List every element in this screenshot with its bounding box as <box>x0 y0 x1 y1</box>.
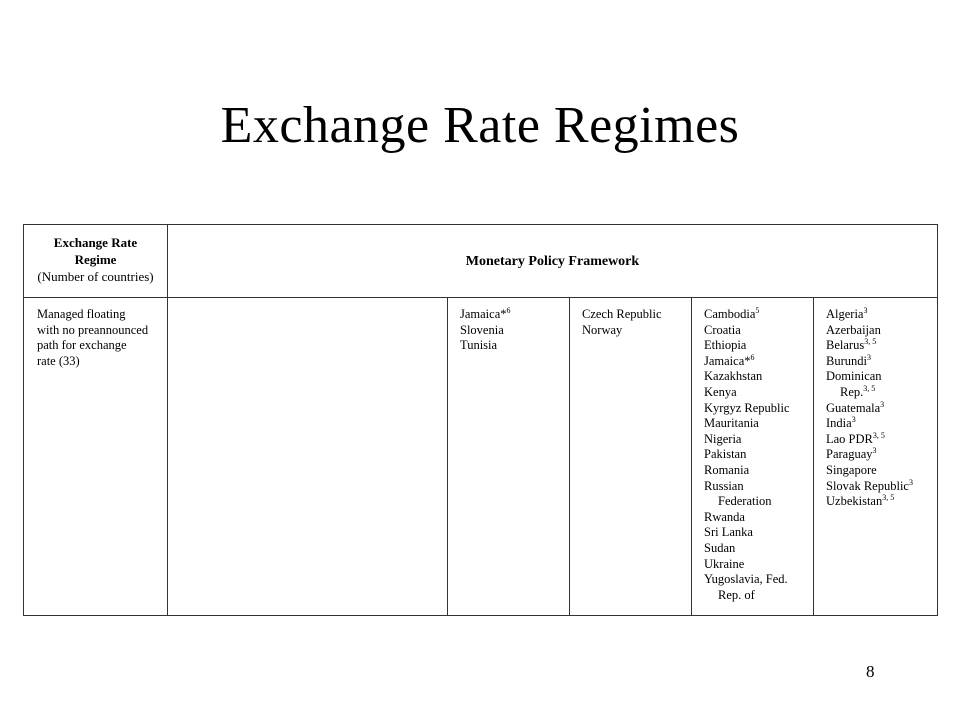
footnote-marker: 3 <box>908 477 913 487</box>
footnote-marker: 3 <box>866 352 871 362</box>
country-name: Dominican <box>826 369 882 384</box>
country-name: Ethiopia <box>704 338 747 353</box>
country-entry <box>704 494 813 510</box>
country-entry <box>704 572 813 588</box>
country-name: Kazakhstan <box>704 369 763 384</box>
footnote-marker: 3, 5 <box>872 430 885 440</box>
country-entry <box>704 323 813 339</box>
row-label-line: path for exchange <box>37 338 127 353</box>
country-name: Burundi <box>826 353 867 368</box>
country-entry <box>704 510 813 526</box>
country-name: Rwanda <box>704 509 745 524</box>
country-name: Czech Republic <box>582 307 662 321</box>
country-entry <box>704 463 813 479</box>
country-name: Yugoslavia, Fed. <box>704 572 788 587</box>
regime-header-cell <box>24 225 168 298</box>
country-name: Cambodia <box>704 307 756 321</box>
country-entry <box>582 323 691 339</box>
footnote-marker: 3, 5 <box>864 337 877 347</box>
regime-header-line1: Exchange Rate <box>53 235 138 250</box>
country-entry <box>826 479 937 495</box>
country-name: Romania <box>704 462 750 477</box>
country-name: Guatemala <box>826 400 881 415</box>
page-number: 8 <box>866 662 875 681</box>
country-entry <box>826 401 937 417</box>
country-entry <box>704 416 813 432</box>
country-entry <box>704 557 813 573</box>
country-entry <box>826 447 937 463</box>
country-entry <box>826 416 937 432</box>
country-name: Sri Lanka <box>704 525 753 540</box>
country-entry <box>460 338 569 354</box>
regime-header-sub: (Number of countries) <box>37 269 154 284</box>
country-entry <box>826 354 937 370</box>
country-entry <box>826 385 937 401</box>
country-entry <box>704 525 813 541</box>
row-label-line: Managed floating <box>37 307 126 321</box>
footnote-marker: 3 <box>880 399 885 409</box>
country-entry <box>582 307 691 323</box>
country-name: Norway <box>582 322 623 337</box>
country-entry <box>704 401 813 417</box>
country-entry <box>826 338 937 354</box>
country-name: Russian <box>704 478 744 493</box>
country-name: Kyrgyz Republic <box>704 400 790 415</box>
framework-header-cell <box>168 225 937 298</box>
country-entry <box>704 338 813 354</box>
country-name: Nigeria <box>704 431 742 446</box>
country-entry <box>704 432 813 448</box>
footnote-marker: 3 <box>851 415 856 424</box>
footnote-marker: 3, 5 <box>882 492 895 502</box>
country-name: Azerbaijan <box>826 322 881 337</box>
country-entry <box>826 463 937 479</box>
country-name: India <box>826 416 852 431</box>
country-name: Ukraine <box>704 556 745 571</box>
country-entry <box>460 307 569 323</box>
country-entry <box>704 354 813 370</box>
country-entry <box>704 385 813 401</box>
footnote-marker: 6 <box>750 352 755 362</box>
country-entry <box>826 307 937 323</box>
framework-header: Monetary Policy Framework <box>465 253 640 269</box>
country-name: Jamaica* <box>460 307 507 321</box>
footnote-marker: 3, 5 <box>863 383 876 393</box>
country-name: Uzbekistan <box>826 494 883 509</box>
footnote-marker: 5 <box>755 305 760 315</box>
country-name: Slovenia <box>460 322 504 337</box>
country-name: Singapore <box>826 462 877 477</box>
country-name: Rep. <box>840 384 864 399</box>
country-entry <box>704 369 813 385</box>
country-entry <box>704 307 813 323</box>
country-name: Croatia <box>704 322 741 337</box>
country-entry <box>826 369 937 385</box>
country-entry <box>704 588 813 604</box>
framework-column-4 <box>692 298 814 615</box>
country-name: Lao PDR <box>826 431 873 446</box>
country-name: Pakistan <box>704 447 747 462</box>
row-label-line: rate (33) <box>37 353 80 368</box>
regime-header-line2: Regime <box>74 252 117 267</box>
country-entry <box>826 323 937 339</box>
country-entry <box>460 323 569 339</box>
row-label-line: with no preannounced <box>37 322 149 337</box>
country-name: Sudan <box>704 540 736 555</box>
country-entry <box>704 447 813 463</box>
footnote-marker: 6 <box>506 305 511 315</box>
slide-title: Exchange Rate Regimes <box>220 97 740 154</box>
country-name: Slovak Republic <box>826 478 909 493</box>
framework-column-2 <box>448 298 570 615</box>
framework-column-3 <box>570 298 692 615</box>
row-label-cell <box>24 298 168 615</box>
country-name: Jamaica* <box>704 353 751 368</box>
country-name: Tunisia <box>460 338 498 353</box>
country-entry <box>704 479 813 495</box>
country-entry <box>826 432 937 448</box>
regime-table <box>23 224 938 616</box>
footnote-marker: 3 <box>872 446 877 456</box>
country-entry <box>826 494 937 510</box>
country-name: Algeria <box>826 307 864 321</box>
country-name: Rep. of <box>718 587 755 602</box>
country-name: Federation <box>718 494 772 509</box>
country-name: Kenya <box>704 384 737 399</box>
country-name: Belarus <box>826 338 865 353</box>
country-name: Paraguay <box>826 447 873 462</box>
country-name: Mauritania <box>704 416 759 431</box>
footnote-marker: 3 <box>863 305 868 315</box>
country-entry <box>704 541 813 557</box>
framework-column-1 <box>168 298 448 615</box>
framework-column-5 <box>814 298 937 615</box>
